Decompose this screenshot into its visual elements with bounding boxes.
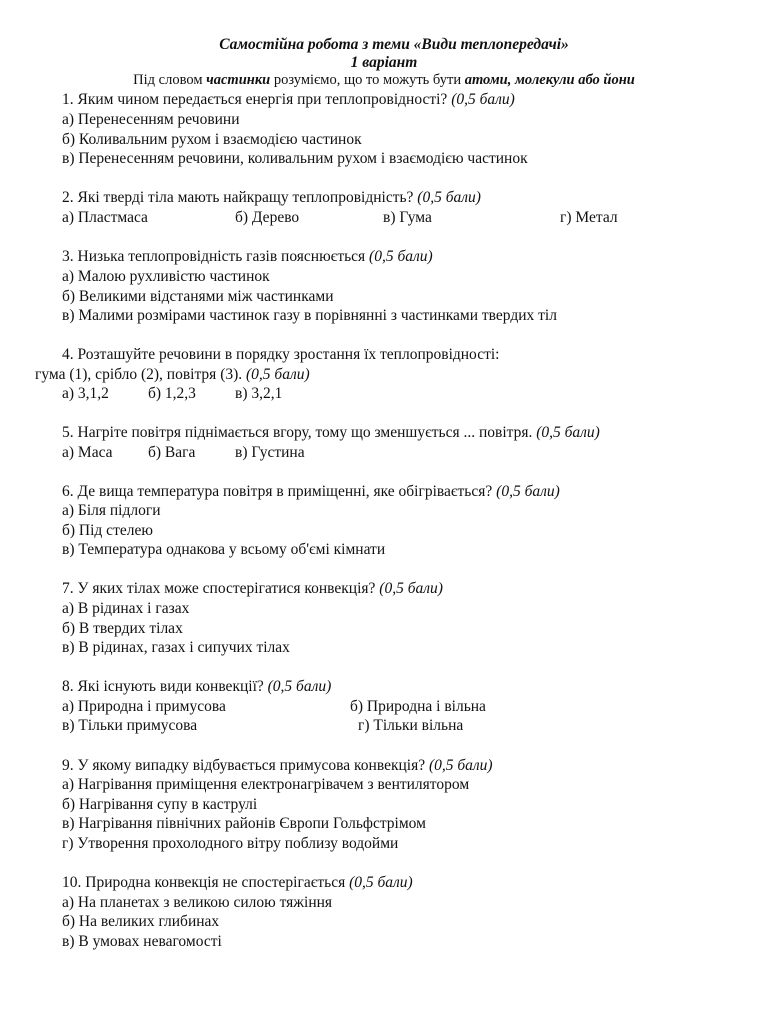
question-1: 1. Яким чином передається енергія при теплопровідності? (0,5 бали) (62, 91, 515, 108)
question-4: 4. Розташуйте речовини в порядку зростання їх теплопровідності: (62, 346, 500, 363)
question-10: 10. Природна конвекція не спостерігається (0,5 бали) (62, 874, 413, 891)
answer-3b: б) Великими відстанями між частинками (62, 288, 334, 305)
worksheet-title: Самостійна робота з теми «Види теплопередачі» (219, 36, 569, 53)
question-5: 5. Нагріте повітря піднімається вгору, тому що зменшується ... повітря. (0,5 бали) (62, 424, 600, 441)
answer-3a: а) Малою рухливістю частинок (62, 268, 270, 285)
answer-5c: в) Густина (235, 444, 305, 461)
answer-8a: а) Природна і примусова (62, 698, 226, 715)
question-7: 7. У яких тілах може спостерігатися конвекція? (0,5 бали) (62, 580, 443, 597)
question-9: 9. У якому випадку відбувається примусова конвекція? (0,5 бали) (62, 757, 493, 774)
answer-10a: а) На планетах з великою силою тяжіння (62, 894, 333, 911)
answer-7a: а) В рідинах і газах (62, 600, 190, 617)
points-label: (0,5 бали) (246, 366, 310, 383)
points-label: (0,5 бали) (369, 248, 433, 265)
points-label: (0,5 бали) (379, 580, 443, 597)
answer-10c: в) В умовах невагомості (62, 933, 222, 950)
answer-8c: в) Тільки примусова (62, 717, 198, 734)
answer-3c: в) Малими розмірами частинок газу в порівнянні з частинками твердих тіл (62, 307, 557, 324)
question-3: 3. Низька теплопровідність газів пояснюється (0,5 бали) (62, 248, 433, 265)
answer-2d: г) Метал (560, 209, 618, 226)
answer-1a: а) Перенесенням речовини (62, 111, 240, 128)
answer-10b: б) На великих глибинах (62, 913, 220, 930)
answer-2a: а) Пластмаса (62, 209, 148, 226)
question-8: 8. Які існують види конвекції? (0,5 бали) (62, 678, 332, 695)
answer-5a: а) Маса (62, 444, 113, 461)
question-6: 6. Де вища температура повітря в приміщенні, яке обігрівається? (0,5 бали) (62, 483, 560, 500)
note-prefix: Під словом (133, 72, 203, 88)
answer-2b: б) Дерево (235, 209, 300, 226)
answer-6a: а) Біля підлоги (62, 502, 161, 519)
question-4-continued: гума (1), срібло (2), повітря (3). (0,5 бали) (35, 366, 310, 383)
note-terms: атоми, молекули або йони (464, 72, 635, 88)
answer-1b: б) Коливальним рухом і взаємодією частинок (62, 131, 362, 148)
answer-4c: в) 3,2,1 (235, 385, 283, 402)
points-label: (0,5 бали) (536, 424, 600, 441)
points-label: (0,5 бали) (496, 483, 560, 500)
answer-7b: б) В твердих тілах (62, 620, 183, 637)
answer-4b: б) 1,2,3 (148, 385, 196, 402)
answer-5b: б) Вага (148, 444, 196, 461)
answer-9a: а) Нагрівання приміщення електронагрівачем з вентилятором (62, 776, 470, 793)
answer-8b: б) Природна і вільна (350, 698, 486, 715)
answer-9b: б) Нагрівання супу в каструлі (62, 796, 258, 813)
points-label: (0,5 бали) (428, 757, 493, 774)
answer-8d: г) Тільки вільна (358, 717, 464, 734)
variant-label: 1 варіант (350, 54, 418, 71)
question-2: 2. Які тверді тіла мають найкращу теплопровідність? (0,5 бали) (62, 189, 481, 206)
definition-note (0, 72, 768, 89)
answer-9c: в) Нагрівання північних районів Європи Гольфстрімом (62, 815, 426, 832)
points-label: (0,5 бали) (451, 91, 515, 108)
answer-7c: в) В рідинах, газах і сипучих тілах (62, 639, 290, 656)
answer-1c: в) Перенесенням речовини, коливальним рухом і взаємодією частинок (62, 150, 528, 167)
points-label: (0,5 бали) (417, 189, 481, 206)
answer-6b: б) Під стелею (62, 522, 153, 539)
answer-4a: а) 3,1,2 (62, 385, 109, 402)
points-label: (0,5 бали) (267, 678, 332, 695)
note-middle: розуміємо, що то можуть бути (273, 72, 462, 88)
points-label: (0,5 бали) (349, 874, 413, 891)
answer-6c: в) Температура однакова у всьому об'ємі кімнати (62, 541, 386, 558)
answer-9d: г) Утворення прохолодного вітру поблизу водойми (62, 835, 399, 852)
note-term: частинки (206, 72, 271, 88)
answer-2c: в) Гума (383, 209, 432, 226)
